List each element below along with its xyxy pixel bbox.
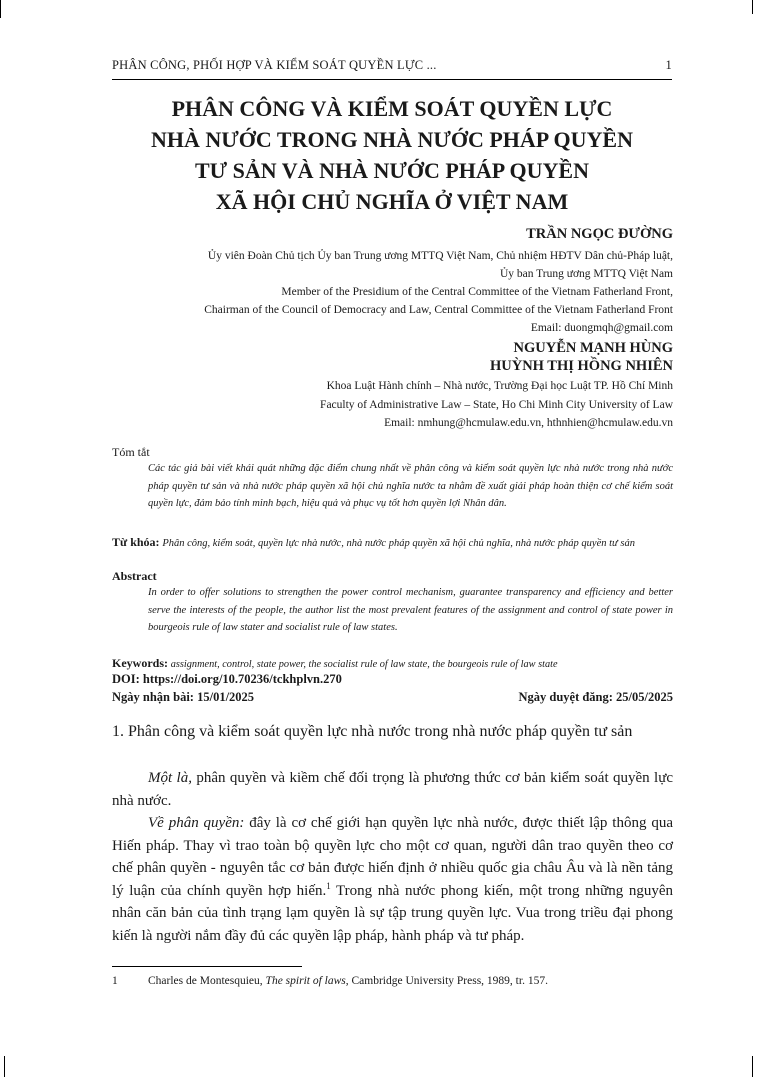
abstract-text: In order to offer solutions to strengthen the power control mechanism, guarantee transparency and efficiency and better serve the interests of the people, the author list the most prevalent features of the assignment and control of state power in bourgeois rule of law stater and socialist rule of law states. [148, 587, 673, 633]
title-line: NHÀ NƯỚC TRONG NHÀ NƯỚC PHÁP QUYỀN [151, 127, 633, 152]
keywords-label: Keywords: [112, 656, 168, 670]
affiliation-line: Ủy viên Đoàn Chủ tịch Ủy ban Trung ương MTTQ Việt Nam, Chủ nhiệm HĐTV Dân chủ-Pháp luật, [207, 250, 673, 262]
accepted-date: Ngày duyệt đăng: 25/05/2025 [518, 690, 673, 704]
affiliation-line: Member of the Presidium of the Central Committee of the Vietnam Fatherland Front, [281, 286, 673, 298]
author-name: NGUYỄN MẠNH HÙNG [513, 340, 673, 356]
footnote-number: 1 [112, 975, 118, 987]
paragraph-text: Trong nhà nước phong kiến, một trong những nguyên nhân căn bản của tình trạng lạm quyền là sự tập trung quyền lực. Vua trong triều đại phong kiến là người nắm đầy đủ các quyền lập pháp, hành pháp và tư pháp. [112, 882, 673, 944]
keywords-text: assignment, control, state power, the socialist rule of law state, the bourgeois rule of law state [170, 659, 558, 670]
author-email: Email: duongmqh@gmail.com [530, 322, 673, 334]
abstract-text: Các tác giả bài viết khái quát những đặc điểm chung nhất về phân công và kiểm soát quyền lực nhà nước trong nhà nước pháp quyền tư sản và nhà nước pháp quyền xã hội chủ nghĩa nước ta nhằm đề xuất giải pháp hoàn thiện cơ chế kiểm soát quyền lực, đảm bảo tính minh bạch, hiệu quả và phục vụ tốt hơn quyền lợi Nhân dân. [148, 463, 673, 509]
paragraph-text: phân quyền và kiềm chế đối trọng là phương thức cơ bản kiểm soát quyền lực nhà nước. [112, 770, 673, 809]
author-name: HUỲNH THỊ HỒNG NHIÊN [489, 358, 673, 374]
running-head-title: PHÂN CÔNG, PHỐI HỢP VÀ KIỂM SOÁT QUYỀN LỰC ... [112, 58, 437, 72]
affiliation-line: Chairman of the Council of Democracy and Law, Central Committee of the Vietnam Fatherland Front [204, 304, 673, 316]
crop-mark [0, 0, 1, 18]
affiliation-line: Khoa Luật Hành chính – Nhà nước, Trường Đại học Luật TP. Hồ Chí Minh [326, 380, 673, 392]
footnote-rule [112, 966, 302, 967]
title-line: XÃ HỘI CHỦ NGHĨA Ở VIỆT NAM [215, 189, 569, 214]
footnote [112, 975, 548, 987]
paragraph-text: đây là cơ chế giới hạn quyền lực nhà nước, được thiết lập thông qua Hiến pháp. Thay vì trao toàn bộ quyền lực cho một cơ quan, người dân trao quyền theo cơ chế phân quyền - nguyên tắc cơ bản được hiến định ở nhiều quốc gia châu Âu và là nền tảng lý luận của chính quyền hợp hiến. [112, 815, 673, 899]
crop-mark [752, 1056, 753, 1077]
page-number: 1 [665, 58, 672, 72]
footnote-author: Charles de Montesquieu, [148, 975, 266, 987]
received-date: Ngày nhận bài: 15/01/2025 [112, 690, 255, 704]
abstract-en [112, 569, 673, 637]
section-heading: 1. Phân công và kiểm soát quyền lực nhà nước trong nhà nước pháp quyền tư sản [112, 723, 633, 740]
body-paragraph [112, 812, 673, 947]
paragraph-lead: Về phân quyền: [148, 815, 245, 831]
affiliation-line: Ủy ban Trung ương MTTQ Việt Nam [499, 268, 673, 280]
title-line: TƯ SẢN VÀ NHÀ NƯỚC PHÁP QUYỀN [195, 158, 589, 183]
running-head [112, 58, 672, 78]
keywords-en [112, 655, 673, 673]
abstract-label: Abstract [112, 569, 157, 583]
abstract-vi [112, 445, 673, 513]
header-rule [112, 79, 672, 80]
title-line: PHÂN CÔNG VÀ KIỂM SOÁT QUYỀN LỰC [171, 96, 613, 121]
keywords-label: Từ khóa: [112, 535, 160, 549]
keywords-text: Phân công, kiểm soát, quyền lực nhà nước, nhà nước pháp quyền xã hội chủ nghĩa, nhà nước pháp quyền tư sản [162, 538, 635, 549]
footnote-work: The spirit of laws [265, 975, 346, 987]
footnote-rest: , Cambridge University Press, 1989, tr. 157. [345, 975, 548, 987]
crop-mark [752, 0, 753, 14]
body-paragraph [112, 767, 673, 812]
crop-mark [4, 1056, 5, 1077]
article-title [112, 93, 672, 217]
paragraph-lead: Một là, [148, 770, 192, 786]
author-name: TRẦN NGỌC ĐƯỜNG [526, 226, 673, 242]
footnote-ref[interactable]: 1 [326, 880, 331, 891]
affiliation-line: Faculty of Administrative Law – State, Ho Chi Minh City University of Law [320, 399, 673, 411]
keywords-vi [112, 534, 673, 552]
abstract-label: Tóm tắt [112, 445, 150, 459]
doi-link[interactable]: DOI: https://doi.org/10.70236/tckhplvn.270 [112, 672, 342, 686]
author-email: Email: nmhung@hcmulaw.edu.vn, hthnhien@hcmulaw.edu.vn [384, 417, 673, 429]
